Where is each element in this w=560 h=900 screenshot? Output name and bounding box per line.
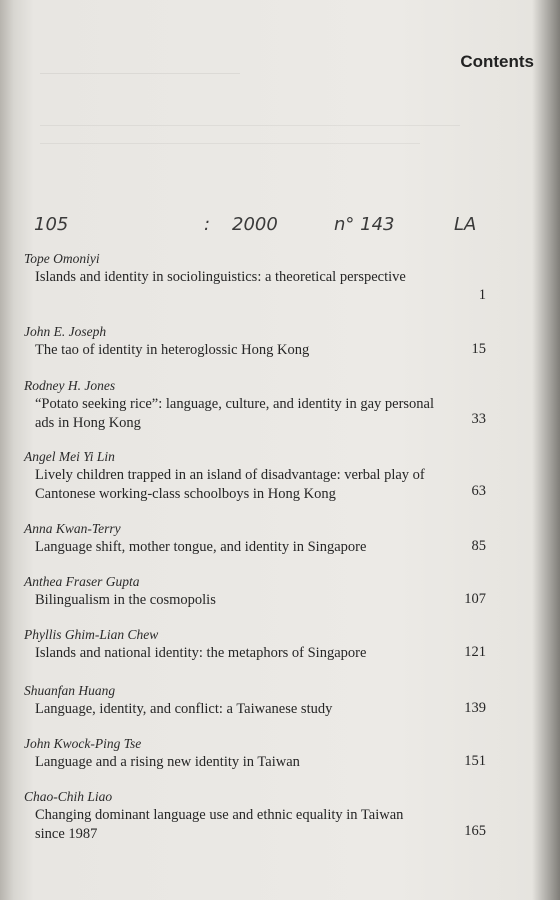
toc-entry [24, 323, 486, 360]
toc-entry [24, 520, 486, 557]
entry-author: Anna Kwan-Terry [24, 521, 121, 536]
entry-title: Bilingualism in the cosmopolis [35, 592, 216, 608]
handwritten-note-part: LA [454, 214, 477, 235]
entry-page-number: 139 [464, 700, 486, 716]
toc-entry [24, 573, 486, 610]
show-through-text [40, 8, 540, 144]
entry-author: Tope Omoniyi [24, 251, 100, 266]
handwritten-note-part: n° 143 [334, 214, 395, 235]
entry-page-number: 63 [471, 483, 486, 499]
entry-author: Chao-Chih Liao [24, 789, 113, 804]
entry-page-number: 33 [471, 411, 486, 427]
toc-entry [24, 788, 486, 844]
page-title: Contents [460, 52, 534, 71]
entry-author: Anthea Fraser Gupta [24, 574, 140, 589]
entry-page-number: 85 [471, 538, 486, 554]
entry-author: John Kwock-Ping Tse [24, 736, 142, 751]
toc-entry [24, 735, 486, 772]
toc-entry [24, 377, 486, 433]
entry-author: Shuanfan Huang [24, 683, 116, 698]
toc-entry [24, 682, 486, 719]
entry-page-number: 151 [464, 753, 486, 769]
entry-title: Islands and identity in sociolinguistics: a theoretical perspective [35, 269, 406, 285]
entry-page-number: 107 [464, 591, 486, 607]
handwritten-note [34, 214, 504, 248]
entry-title: The tao of identity in heteroglossic Hong Kong [35, 342, 310, 358]
toc-entry [24, 626, 486, 663]
handwritten-note-part: : [204, 214, 211, 235]
entry-author: Rodney H. Jones [24, 378, 116, 393]
entry-title: Language, identity, and conflict: a Taiwanese study [35, 701, 333, 717]
handwritten-note-part: 105 [34, 214, 69, 235]
toc-entry [24, 448, 486, 504]
entry-title: “Potato seeking rice”: language, culture, and identity in gay personal ads in Hong Kong [35, 396, 435, 431]
toc-entry [24, 250, 486, 303]
entry-page-number: 1 [478, 287, 486, 303]
entry-author: Angel Mei Yi Lin [24, 449, 115, 464]
entry-page-number: 165 [464, 823, 486, 839]
entry-title: Lively children trapped in an island of disadvantage: verbal play of Cantonese working-class schoolboys in Hong Kong [35, 467, 425, 502]
entry-title: Islands and national identity: the metaphors of Singapore [35, 645, 367, 661]
handwritten-note-part: 2000 [232, 214, 278, 235]
entry-title: Language and a rising new identity in Taiwan [35, 754, 300, 770]
entry-title: Changing dominant language use and ethnic equality in Taiwan since 1987 [35, 807, 404, 842]
entry-page-number: 121 [464, 644, 486, 660]
entry-title: Language shift, mother tongue, and identity in Singapore [35, 539, 367, 555]
entry-author: John E. Joseph [24, 324, 107, 339]
entry-author: Phyllis Ghim-Lian Chew [24, 627, 159, 642]
entry-page-number: 15 [471, 341, 486, 357]
